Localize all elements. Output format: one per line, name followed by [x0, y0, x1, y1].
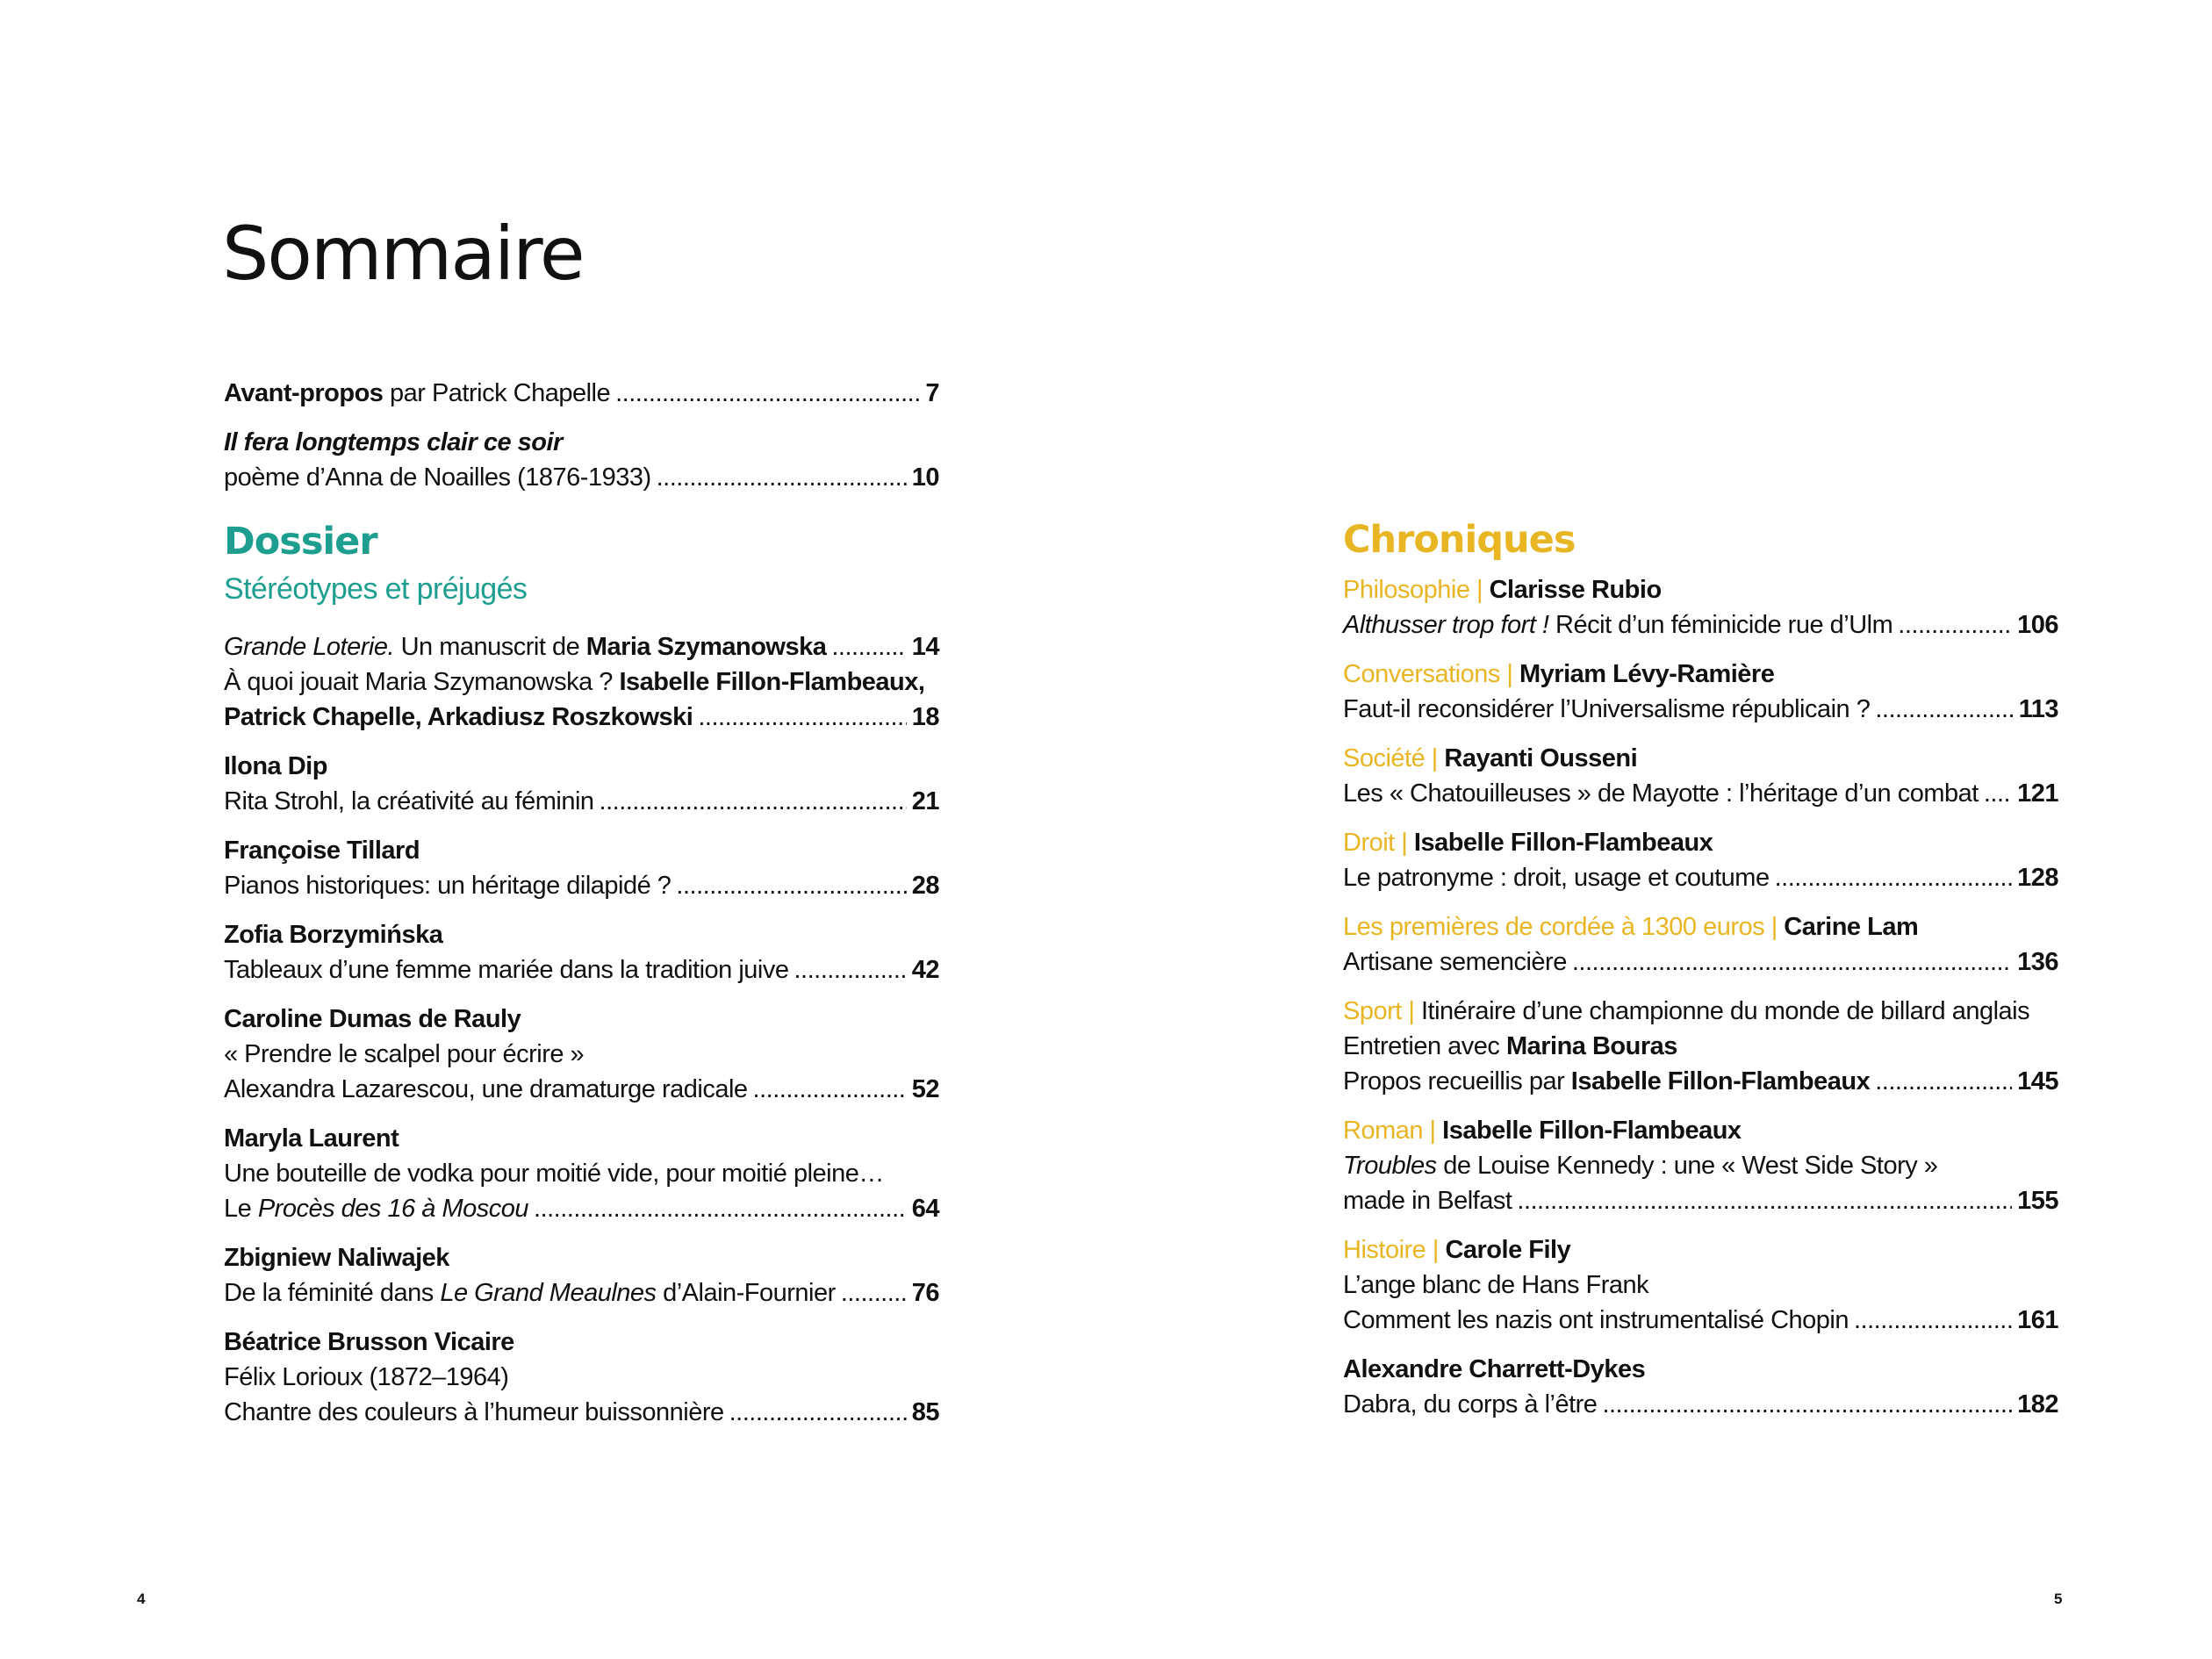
toc-entry[interactable]: [1343, 1113, 2058, 1218]
entry-text: Rita Strohl, la créativité au féminin: [224, 787, 594, 815]
toc-line: [224, 868, 939, 903]
entry-text: poème d’Anna de Noailles (1876-1933): [224, 463, 651, 492]
entry-text: Itinéraire d’une championne du monde de billard anglais: [1414, 997, 2030, 1025]
dot-leader: [600, 784, 907, 819]
category-label: Roman |: [1343, 1117, 1436, 1145]
toc-line: [1343, 572, 2058, 607]
page-number: 10: [911, 463, 939, 492]
author-name: Maria Szymanowska: [585, 633, 827, 661]
entry-text: par Patrick Chapelle: [383, 379, 611, 407]
page-number: 106: [2017, 611, 2058, 639]
page-folio-right: 5: [2054, 1591, 2063, 1607]
entry-text: De la féminité dans: [224, 1279, 441, 1307]
toc-line: [224, 1072, 939, 1107]
page-number: 28: [911, 872, 939, 900]
toc-entry-poeme[interactable]: [224, 425, 939, 495]
dot-leader: [1517, 1183, 2012, 1218]
dot-leader: [794, 952, 906, 988]
author-name: Isabelle Fillon-Flambeaux: [1435, 1117, 1742, 1145]
category-label: Conversations |: [1343, 660, 1513, 688]
toc-line: [1343, 607, 2058, 643]
page-number: 155: [2017, 1187, 2058, 1215]
author-name: Béatrice Brusson Vicaire: [224, 1328, 514, 1356]
dot-leader: [698, 700, 906, 735]
page-title: Sommaire: [222, 211, 584, 297]
toc-line: [224, 1156, 939, 1191]
toc-entry[interactable]: [1343, 825, 2058, 895]
dot-leader: [615, 376, 920, 411]
category-label: Histoire |: [1343, 1236, 1439, 1264]
work-title: Althusser trop fort !: [1343, 611, 1549, 639]
category-label: Philosophie |: [1343, 576, 1483, 604]
entry-text: Le: [224, 1195, 258, 1223]
entry-text: made in Belfast: [1343, 1187, 1512, 1215]
author-name: Carine Lam: [1777, 913, 1919, 941]
author-name: Zofia Borzymińska: [224, 921, 443, 949]
entry-text: L’ange blanc de Hans Frank: [1343, 1271, 1649, 1299]
page-number: 85: [911, 1398, 939, 1426]
toc-line: [224, 664, 939, 700]
dot-leader: [657, 460, 907, 495]
category-label: Société |: [1343, 744, 1438, 772]
author-name: Patrick Chapelle, Arkadiusz Roszkowski: [224, 703, 693, 731]
work-title: Grande Loterie.: [224, 633, 395, 661]
toc-entry[interactable]: [224, 1240, 939, 1311]
page-number: 161: [2017, 1306, 2058, 1334]
page-number: 7: [925, 379, 939, 407]
toc-line: [224, 1191, 939, 1226]
entry-text: Dabra, du corps à l’être: [1343, 1390, 1598, 1418]
toc-line: [1343, 1303, 2058, 1338]
category-label: Sport |: [1343, 997, 1415, 1025]
entry-text: Une bouteille de vodka pour moitié vide, pour moitié pleine…: [224, 1160, 884, 1188]
work-title: Procès des 16 à Moscou: [257, 1195, 528, 1223]
toc-line: [224, 1240, 939, 1275]
page-number: 76: [911, 1279, 939, 1307]
entry-text: Pianos historiques: un héritage dilapidé ?: [224, 872, 672, 900]
page-number: 21: [911, 787, 939, 815]
entry-text: « Prendre le scalpel pour écrire »: [224, 1040, 585, 1068]
work-title: Le Grand Meaulnes: [440, 1279, 657, 1307]
author-name: Zbigniew Naliwajek: [224, 1244, 449, 1272]
toc-line: [224, 917, 939, 952]
entry-text: Le patronyme : droit, usage et coutume: [1343, 864, 1770, 892]
entry-text: Propos recueillis par: [1343, 1067, 1571, 1095]
dot-leader: [1854, 1303, 2012, 1338]
toc-line: [1343, 741, 2058, 776]
left-column: [224, 376, 939, 1444]
toc-entry[interactable]: [224, 749, 939, 819]
toc-line: [1343, 860, 2058, 895]
author-name: Marina Bouras: [1505, 1032, 1677, 1060]
toc-line: [224, 1325, 939, 1360]
entry-text: Récit d’un féminicide rue d’Ulm: [1548, 611, 1893, 639]
entry-text: Faut-il reconsidérer l’Universalisme républicain ?: [1343, 695, 1871, 723]
dot-leader: [1984, 776, 2012, 811]
dot-leader: [729, 1395, 907, 1430]
entry-text: Tableaux d’une femme mariée dans la tradition juive: [224, 956, 789, 984]
page-number: 113: [2018, 695, 2058, 723]
toc-line: [1343, 1029, 2058, 1064]
author-name: Myriam Lévy-Ramière: [1512, 660, 1775, 688]
dot-leader: [1875, 692, 2013, 727]
toc-entry[interactable]: [1343, 1352, 2058, 1422]
toc-entry[interactable]: [224, 629, 939, 735]
toc-line: [224, 1002, 939, 1037]
toc-entry[interactable]: [1343, 572, 2058, 643]
dot-leader: [753, 1072, 907, 1107]
dot-leader: [1875, 1064, 2012, 1099]
toc-line: [224, 700, 939, 735]
dot-leader: [831, 629, 906, 664]
author-name: Isabelle Fillon-Flambeaux: [1570, 1067, 1871, 1095]
toc-line: [224, 833, 939, 868]
toc-entry[interactable]: [1343, 741, 2058, 811]
toc-entry[interactable]: [1343, 1232, 2058, 1338]
toc-line: [224, 460, 939, 495]
category-label: Droit |: [1343, 829, 1408, 857]
toc-line: [1343, 1148, 2058, 1183]
author-name: Carole Fily: [1438, 1236, 1571, 1264]
author-name: Caroline Dumas de Rauly: [224, 1005, 521, 1033]
page-number: 121: [2017, 779, 2058, 808]
entry-text: Un manuscrit de: [394, 633, 586, 661]
page-number: 52: [911, 1075, 939, 1103]
toc-line: [1343, 909, 2058, 944]
page-number: 128: [2017, 864, 2058, 892]
author-name: Isabelle Fillon-Flambeaux: [1407, 829, 1713, 857]
page-number: 145: [2017, 1067, 2058, 1095]
entry-text: de Louise Kennedy : une « West Side Story »: [1436, 1152, 1938, 1180]
toc-entry[interactable]: [1343, 909, 2058, 980]
toc-entry[interactable]: [224, 917, 939, 988]
page-number: 18: [911, 703, 939, 731]
author-name: Alexandre Charrett-Dykes: [1343, 1355, 1646, 1383]
dot-leader: [1775, 860, 2013, 895]
page-folio-left: 4: [137, 1591, 146, 1607]
toc-line: [1343, 825, 2058, 860]
entry-text: Les « Chatouilleuses » de Mayotte : l’héritage d’un combat: [1343, 779, 1979, 808]
entry-text: Comment les nazis ont instrumentalisé Chopin: [1343, 1306, 1849, 1334]
entry-text: Chantre des couleurs à l’humeur buissonnière: [224, 1398, 724, 1426]
dot-leader: [676, 868, 906, 903]
toc-line: [1343, 776, 2058, 811]
author-name: Maryla Laurent: [224, 1124, 399, 1153]
toc-entry[interactable]: [224, 1121, 939, 1226]
dossier-subheading: Stéréotypes et préjugés: [224, 572, 528, 606]
entry-text: À quoi jouait Maria Szymanowska ?: [224, 668, 620, 696]
dot-leader: [1898, 607, 2012, 643]
page-number: 14: [911, 633, 939, 661]
dossier-heading: Dossier: [224, 520, 377, 564]
toc-entry[interactable]: [224, 1002, 939, 1107]
dot-leader: [1572, 944, 2012, 980]
entry-text: d’Alain-Fournier: [656, 1279, 836, 1307]
author-name: Clarisse Rubio: [1483, 576, 1662, 604]
toc-line: [1343, 1232, 2058, 1268]
toc-line: [1343, 1352, 2058, 1387]
entry-text: Félix Lorioux (1872–1964): [224, 1363, 509, 1391]
entry-text: Alexandra Lazarescou, une dramaturge radicale: [224, 1075, 748, 1103]
work-title: Troubles: [1343, 1152, 1437, 1180]
toc-line: [1343, 1387, 2058, 1422]
toc-entry[interactable]: [1343, 994, 2058, 1099]
toc-line: [224, 1275, 939, 1311]
toc-line: [224, 749, 939, 784]
section-label: Avant-propos: [224, 379, 384, 407]
toc-line: [1343, 1064, 2058, 1099]
author-name: Françoise Tillard: [224, 837, 420, 865]
page-number: 136: [2017, 948, 2058, 976]
toc-line: [224, 1395, 939, 1430]
poem-title: Il fera longtemps clair ce soir: [224, 428, 563, 456]
dot-leader: [534, 1191, 907, 1226]
author-name: Ilona Dip: [224, 752, 327, 780]
right-column: [1343, 518, 2058, 1436]
toc-line: [224, 1037, 939, 1072]
chroniques-heading: Chroniques: [1343, 518, 1576, 562]
page-number: 64: [911, 1195, 939, 1223]
toc-line: [1343, 1268, 2058, 1303]
entry-text: Artisane semencière: [1343, 948, 1567, 976]
toc-line: [224, 629, 939, 664]
toc-line: [1343, 1113, 2058, 1148]
author-name: Isabelle Fillon-Flambeaux,: [619, 668, 925, 696]
toc-line: [1343, 657, 2058, 692]
entry-text: Entretien avec: [1343, 1032, 1506, 1060]
toc-line: [224, 376, 939, 411]
toc-line: [1343, 692, 2058, 727]
toc-entry[interactable]: [224, 833, 939, 903]
toc-line: [224, 784, 939, 819]
toc-line: [224, 952, 939, 988]
toc-line: [224, 425, 939, 460]
page-number: 42: [911, 956, 939, 984]
toc-entry-avant-propos[interactable]: [224, 376, 939, 411]
category-label: Les premières de cordée à 1300 euros |: [1343, 913, 1778, 941]
dot-leader: [1602, 1387, 2012, 1422]
page-number: 182: [2017, 1390, 2058, 1418]
toc-line: [1343, 944, 2058, 980]
dot-leader: [841, 1275, 907, 1311]
author-name: Rayanti Ousseni: [1437, 744, 1638, 772]
toc-line: [224, 1360, 939, 1395]
toc-line: [224, 1121, 939, 1156]
toc-line: [1343, 994, 2058, 1029]
toc-entry[interactable]: [224, 1325, 939, 1430]
toc-line: [1343, 1183, 2058, 1218]
toc-entry[interactable]: [1343, 657, 2058, 727]
